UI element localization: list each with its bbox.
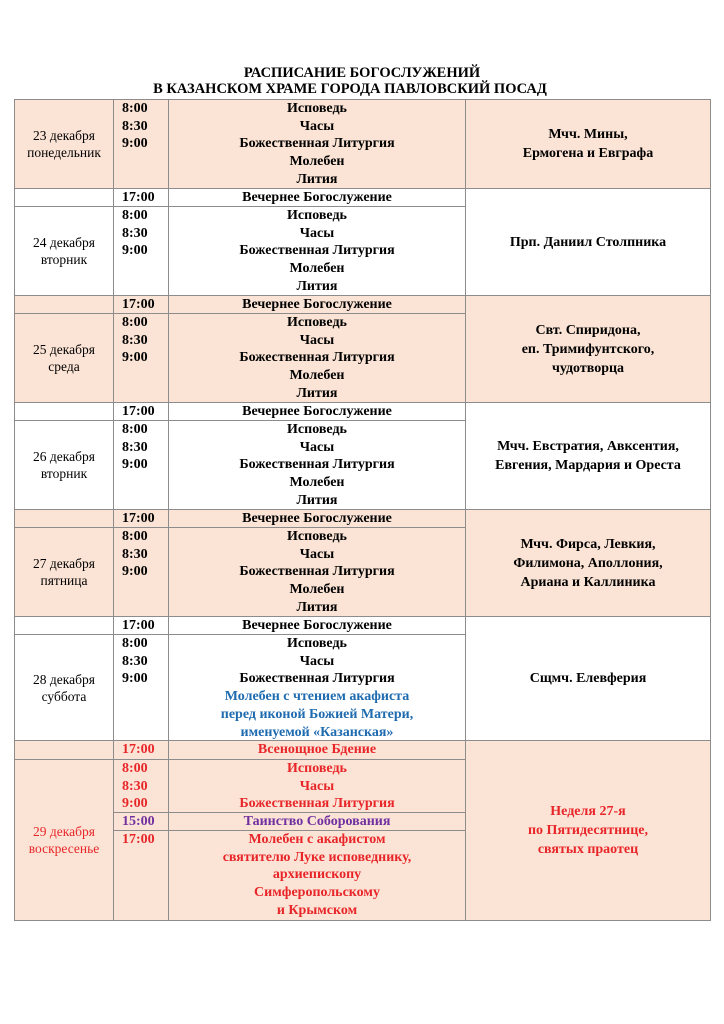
saint-line: Неделя 27-я — [550, 804, 626, 819]
evening-time-cell — [113, 402, 169, 421]
service-time: 8:00 — [122, 529, 148, 544]
saint-cell — [465, 616, 711, 741]
date-label: 29 декабря — [33, 824, 95, 839]
service-time: 8:00 — [122, 761, 148, 776]
service-name: Божественная Литургия — [239, 243, 395, 259]
service-name: Лития — [296, 599, 338, 615]
saint-cell — [465, 402, 711, 510]
service-time: 15:00 — [122, 814, 155, 829]
date-spacer — [14, 509, 114, 528]
service-name-highlight: перед иконой Божией Матери, — [220, 706, 414, 722]
times-cell — [113, 527, 169, 617]
evening-time: 17:00 — [122, 297, 155, 312]
service-name: святителю Луке исповеднику, — [222, 849, 412, 865]
evening-service-cell — [168, 295, 466, 314]
times-cell — [113, 420, 169, 510]
saint-cell — [465, 509, 711, 617]
evening-service-cell — [168, 509, 466, 528]
service-name: Исповедь — [287, 636, 347, 651]
service-time: 8:30 — [122, 332, 148, 348]
weekday-label: воскресенье — [28, 841, 100, 856]
date-cell — [14, 206, 114, 296]
date-cell — [14, 634, 114, 741]
service-time: 8:00 — [122, 422, 148, 437]
service-name: Исповедь — [287, 761, 347, 776]
service-name: Божественная Литургия — [239, 350, 395, 366]
services-cell — [168, 99, 466, 189]
service-name: Исповедь — [287, 101, 347, 116]
date-cell — [14, 313, 114, 403]
evening-service: Вечернее Богослужение — [242, 617, 392, 633]
service-name: Лития — [296, 492, 338, 508]
service-name: Молебен — [289, 582, 345, 598]
date-label: 28 декабря — [33, 671, 95, 687]
service-name: Исповедь — [287, 208, 347, 223]
evening-service-cell — [168, 402, 466, 421]
weekday-label: понедельник — [27, 145, 101, 160]
date-label: 27 декабря — [33, 556, 95, 571]
saint-line: Филимона, Аполлония, — [513, 555, 663, 571]
evening-service-cell — [168, 188, 466, 207]
service-name: Исповедь — [287, 315, 347, 330]
services-cell — [168, 206, 466, 296]
service-time: 8:30 — [122, 439, 148, 455]
evening-time: 17:00 — [122, 618, 155, 633]
evening-service: Вечернее Богослужение — [242, 296, 392, 312]
saint-line: еп. Тримифунтского, — [521, 341, 655, 357]
service-time: 8:30 — [122, 546, 148, 562]
saint-line: Евгения, Мардария и Ореста — [495, 458, 681, 473]
evening-time-cell — [113, 740, 169, 760]
weekday-label: суббота — [41, 688, 87, 704]
saint-line: Свт. Спиридона, — [535, 322, 641, 338]
service-name: Божественная Литургия — [239, 796, 395, 812]
service-name-highlight: Молебен с чтением акафиста — [224, 689, 410, 705]
service-time: 8:00 — [122, 101, 148, 116]
saint-cell — [465, 188, 711, 296]
services-cell — [168, 759, 466, 813]
times-cell — [113, 830, 169, 921]
times-cell — [113, 812, 169, 831]
service-name: Часы — [299, 332, 335, 348]
date-spacer — [14, 402, 114, 421]
service-time: 9:00 — [122, 671, 148, 687]
saint-line: чудотворца — [551, 360, 625, 376]
service-time: 17:00 — [122, 832, 155, 847]
service-time: 8:00 — [122, 208, 148, 223]
date-spacer — [14, 616, 114, 635]
services-cell — [168, 830, 466, 921]
date-cell — [14, 759, 114, 921]
saint-line: Мчч. Фирса, Левкия, — [520, 536, 656, 552]
saint-line: Ермогена и Евграфа — [522, 146, 654, 161]
service-name: Симферопольскому — [254, 885, 380, 901]
service-name: Часы — [299, 778, 335, 794]
service-time: 8:30 — [122, 778, 148, 794]
evening-time-cell — [113, 295, 169, 314]
saint-line: святых праотец — [537, 842, 639, 857]
times-cell — [113, 99, 169, 189]
evening-service: Вечернее Богослужение — [242, 403, 392, 419]
evening-time: 17:00 — [122, 742, 155, 757]
service-name: Молебен с акафистом — [248, 832, 386, 847]
date-label: 25 декабря — [33, 342, 95, 357]
document-subtitle: В КАЗАНСКОМ ХРАМЕ ГОРОДА ПАВЛОВСКИЙ ПОСАД — [153, 81, 547, 97]
service-name: и Крымском — [276, 902, 358, 918]
saint-line: Мчч. Мины, — [548, 127, 628, 142]
services-cell — [168, 313, 466, 403]
date-spacer — [14, 295, 114, 314]
service-name-highlight: именуемой «Казанская» — [240, 724, 394, 740]
document-title: РАСПИСАНИЕ БОГОСЛУЖЕНИЙ — [243, 65, 481, 81]
service-time: 9:00 — [122, 796, 148, 812]
service-time: 8:00 — [122, 315, 148, 330]
service-name: Часы — [299, 546, 335, 562]
saint-cell — [465, 295, 711, 403]
service-name: Лития — [296, 171, 338, 187]
evening-time-cell — [113, 616, 169, 635]
services-cell — [168, 634, 466, 741]
service-name: Божественная Литургия — [239, 564, 395, 580]
evening-time: 17:00 — [122, 404, 155, 419]
evening-time-cell — [113, 188, 169, 207]
service-time: 8:30 — [122, 653, 148, 669]
evening-time: 17:00 — [122, 511, 155, 526]
service-name: Божественная Литургия — [239, 671, 395, 687]
date-cell — [14, 527, 114, 617]
evening-time: 17:00 — [122, 190, 155, 205]
service-name: Часы — [299, 225, 335, 241]
weekday-label: вторник — [40, 466, 88, 481]
service-time: 8:00 — [122, 636, 148, 651]
saint-line: Сщмч. Елевферия — [529, 671, 647, 686]
service-time: 8:30 — [122, 225, 148, 241]
service-name: Таинство Соборования — [243, 813, 391, 829]
evening-service-cell — [168, 616, 466, 635]
service-name: Исповедь — [287, 422, 347, 437]
service-name: Божественная Литургия — [239, 457, 395, 473]
weekday-label: пятница — [40, 573, 88, 588]
times-cell — [113, 313, 169, 403]
times-cell — [113, 634, 169, 741]
saint-line: Мчч. Евстратия, Авксентия, — [497, 439, 679, 454]
date-cell — [14, 420, 114, 510]
service-name: Молебен — [289, 368, 345, 384]
date-label: 23 декабря — [33, 128, 95, 143]
date-spacer — [14, 188, 114, 207]
service-name: Лития — [296, 385, 338, 401]
service-name: Исповедь — [287, 529, 347, 544]
date-spacer — [14, 740, 114, 760]
saint-cell — [465, 740, 711, 921]
saint-line: Прп. Даниил Столпника — [509, 234, 667, 250]
service-time: 9:00 — [122, 243, 148, 259]
service-name: Часы — [299, 653, 335, 669]
weekday-label: среда — [48, 359, 80, 374]
service-time: 9:00 — [122, 350, 148, 366]
service-name: Молебен — [289, 154, 345, 170]
times-cell — [113, 206, 169, 296]
evening-time-cell — [113, 509, 169, 528]
service-time: 9:00 — [122, 564, 148, 580]
services-cell — [168, 812, 466, 831]
date-cell — [14, 99, 114, 189]
service-time: 8:30 — [122, 118, 148, 134]
evening-service-cell — [168, 740, 466, 760]
evening-service: Всенощное Бдение — [257, 742, 377, 757]
service-name: Молебен — [289, 475, 345, 491]
date-label: 24 декабря — [33, 235, 95, 250]
saint-line: по Пятидесятнице, — [527, 823, 649, 838]
evening-service: Вечернее Богослужение — [242, 189, 392, 205]
services-cell — [168, 527, 466, 617]
saint-cell — [465, 99, 711, 189]
service-name: Часы — [299, 439, 335, 455]
service-name: Часы — [299, 118, 335, 134]
service-name: Молебен — [289, 261, 345, 277]
schedule-table — [14, 99, 710, 921]
weekday-label: вторник — [40, 252, 88, 267]
service-time: 9:00 — [122, 457, 148, 473]
service-name: Божественная Литургия — [239, 136, 395, 152]
service-name: архиепископу — [272, 867, 362, 883]
services-cell — [168, 420, 466, 510]
saint-line: Ариана и Каллиника — [520, 574, 656, 590]
times-cell — [113, 759, 169, 813]
service-name: Лития — [296, 278, 338, 294]
date-label: 26 декабря — [33, 449, 95, 464]
service-time: 9:00 — [122, 136, 148, 152]
evening-service: Вечернее Богослужение — [242, 510, 392, 526]
